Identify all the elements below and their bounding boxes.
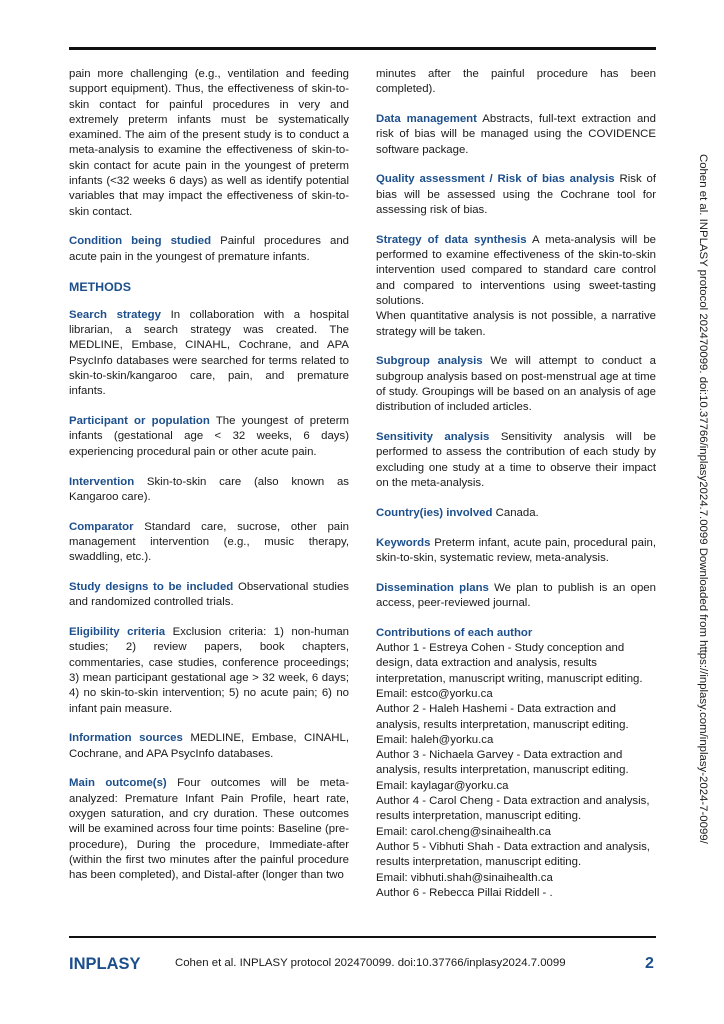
sources-heading: Information sources — [69, 732, 183, 745]
search-text: In collaboration with a hospital librarian, a search strategy was created. The MEDLINE, Embase, CINAHL, Cochrane, and APA PsycInfo databases were searched for terms related to skin-to-skin/kangaroo care, pain, and premature infants. — [69, 308, 349, 398]
designs-text: Observational studies and randomized controlled trials. — [69, 581, 349, 609]
intervention-text: Skin-to-skin care (also known as Kangaroo care). — [69, 475, 349, 503]
synthesis-text: A meta-analysis will be performed to examine effectiveness of the skin-to-skin intervention used compared to standard care control and compared to interventions using sweet-tasting solutions. — [376, 233, 657, 308]
sources-section — [69, 731, 349, 762]
left-column — [69, 67, 349, 898]
eligibility-heading: Eligibility criteria — [69, 626, 166, 639]
data-management-heading: Data management — [376, 113, 477, 126]
dissemination-heading: Dissemination plans — [376, 581, 489, 594]
data-management-section — [376, 112, 656, 158]
intervention-heading: Intervention — [69, 475, 135, 488]
footer-citation: Cohen et al. INPLASY protocol 202470099. doi:10.37766/inplasy2024.7.0099 — [175, 957, 566, 969]
contribution-line: Author 2 - Haleh Hashemi - Data extraction and analysis, results interpretation, manuscript editing. — [376, 703, 629, 731]
keywords-heading: Keywords — [376, 536, 431, 549]
quality-heading: Quality assessment / Risk of bias analysis — [376, 173, 615, 186]
page-number: 2 — [645, 955, 654, 972]
contribution-line: Author 5 - Vibhuti Shah - Data extraction and analysis, results interpretation, manuscript editing. — [376, 840, 650, 869]
contributions-section — [376, 626, 656, 901]
country-heading: Country(ies) involved — [376, 506, 493, 519]
contribution-email: Email: estco@yorku.ca — [376, 688, 493, 700]
intervention-section — [69, 475, 349, 506]
contribution-email: Email: vibhuti.shah@sinaihealth.ca — [376, 871, 553, 884]
synthesis-section — [376, 233, 656, 340]
synthesis-heading: Strategy of data synthesis — [376, 233, 527, 246]
contribution-email: Email: carol.cheng@sinaihealth.ca — [376, 825, 551, 838]
sources-text: MEDLINE, Embase, CINAHL, Cochrane, and APA PsycInfo databases. — [69, 732, 349, 760]
search-section — [69, 308, 349, 400]
contributions-heading: Contributions of each author — [376, 626, 533, 639]
side-citation-text: Cohen et al. INPLASY protocol 202470099. doi:10.37766/inplasy2024.7.0099 Downloaded from https://inplasy.com/inplasy-2024-7-0099/ — [697, 154, 709, 844]
contribution-line: Author 4 - Carol Cheng - Data extraction and analysis, results interpretation, manuscript editing. — [376, 795, 650, 823]
outcomes-section — [69, 776, 349, 883]
quality-text: Risk of bias will be assessed using the Cochrane tool for assessing risk of bias. — [376, 173, 657, 217]
contribution-email: Email: haleh@yorku.ca — [376, 733, 494, 746]
subgroup-section — [376, 354, 656, 415]
outcomes-continued: minutes after the painful procedure has been completed). — [376, 68, 656, 96]
header-rule — [69, 47, 656, 50]
methods-heading: METHODS — [69, 279, 131, 294]
subgroup-heading: Subgroup analysis — [376, 355, 483, 368]
comparator-section — [69, 520, 349, 566]
contribution-email: Email: kaylagar@yorku.ca — [376, 779, 509, 792]
comparator-heading: Comparator — [69, 520, 134, 533]
sensitivity-section — [376, 430, 656, 491]
intro-paragraph: pain more challenging (e.g., ventilation and feeding support equipment). Thus, the effectiveness of skin-to-skin contact for painful procedures in very and extremely preterm infants must be systematically examined. The aim of the present study is to conduct a meta-analysis to examine the effectiveness of skin-to-skin contact for acute pain in the youngest of preterm infants (<32 weeks 6 days) as well as identify potential variables that may impact the effectiveness of skin-to-skin contact. — [69, 68, 349, 218]
country-section — [376, 506, 656, 521]
subgroup-text: We will attempt to conduct a subgroup analysis based on post-menstrual age at time of study. Groupings will be based on an analysis of age distribution of included articles. — [376, 355, 656, 414]
synthesis-text-2: When quantitative analysis is not possible, a narrative strategy will be taken. — [376, 310, 656, 338]
outcomes-text: Four outcomes will be meta-analyzed: Premature Infant Pain Profile, heart rate, oxygen saturation, and cry duration. These outcomes will be examined across four time points: Baseline (pre-procedure), During the procedure, Immediate-after (within the first two minutes after the painful procedure has been completed), and Distal-after (longer than two — [69, 777, 349, 882]
designs-section — [69, 580, 349, 611]
quality-section — [376, 172, 656, 218]
comparator-text: Standard care, sucrose, other pain management intervention (e.g., music therapy, swaddling, etc.). — [69, 520, 349, 564]
data-management-text: Abstracts, full-text extraction and risk of bias will be managed using the COVIDENCE software package. — [376, 113, 656, 156]
contribution-line: Author 1 - Estreya Cohen - Study conception and design, data extraction and analysis, results interpretation, manuscript writing, manuscript editing. — [376, 642, 643, 685]
eligibility-section — [69, 625, 349, 717]
outcomes-heading: Main outcome(s) — [69, 777, 167, 790]
keywords-section — [376, 536, 656, 567]
contributions-list — [376, 641, 656, 901]
country-text: Canada. — [495, 506, 539, 519]
designs-heading: Study designs to be included — [69, 581, 234, 594]
participant-section — [69, 414, 349, 460]
participant-text: The youngest of preterm infants (gestational age < 32 weeks, 6 days) experiencing procedural pain or other acute pain. — [69, 415, 349, 458]
contribution-line: Author 3 - Nichaela Garvey - Data extraction and analysis, results interpretation, manuscript editing. — [376, 749, 629, 777]
inplasy-logo: INPLASY — [69, 955, 141, 973]
keywords-text: Preterm infant, acute pain, procedural pain, skin-to-skin, systematic review, meta-analysis. — [376, 536, 656, 564]
condition-section — [69, 234, 349, 265]
search-heading: Search strategy — [69, 308, 161, 321]
footer-rule — [69, 936, 656, 938]
contribution-line: Author 6 - Rebecca Pillai Riddell - . — [376, 886, 553, 899]
dissemination-text: We plan to publish is an open access, peer-reviewed journal. — [376, 581, 656, 610]
sensitivity-heading: Sensitivity analysis — [376, 431, 490, 444]
side-citation-vertical — [689, 154, 717, 914]
sensitivity-text: Sensitivity analysis will be performed to assess the contribution of each study by excluding one study at a time to observe their impact on the meta-analysis. — [376, 431, 656, 490]
condition-text: Painful procedures and acute pain in the youngest of premature infants. — [69, 235, 349, 263]
participant-heading: Participant or population — [69, 415, 210, 428]
condition-heading: Condition being studied — [69, 235, 212, 248]
right-column — [376, 67, 656, 901]
eligibility-text: Exclusion criteria: 1) non-human studies; 2) review papers, book chapters, commentaries, case studies, conference proceedings; 3) mean participant gestational age > 32 week, 6 days; 4) no skin-to-skin intervention; 5) no acute pain; 6) no infant pain measure. — [69, 626, 349, 715]
dissemination-section — [376, 581, 656, 612]
